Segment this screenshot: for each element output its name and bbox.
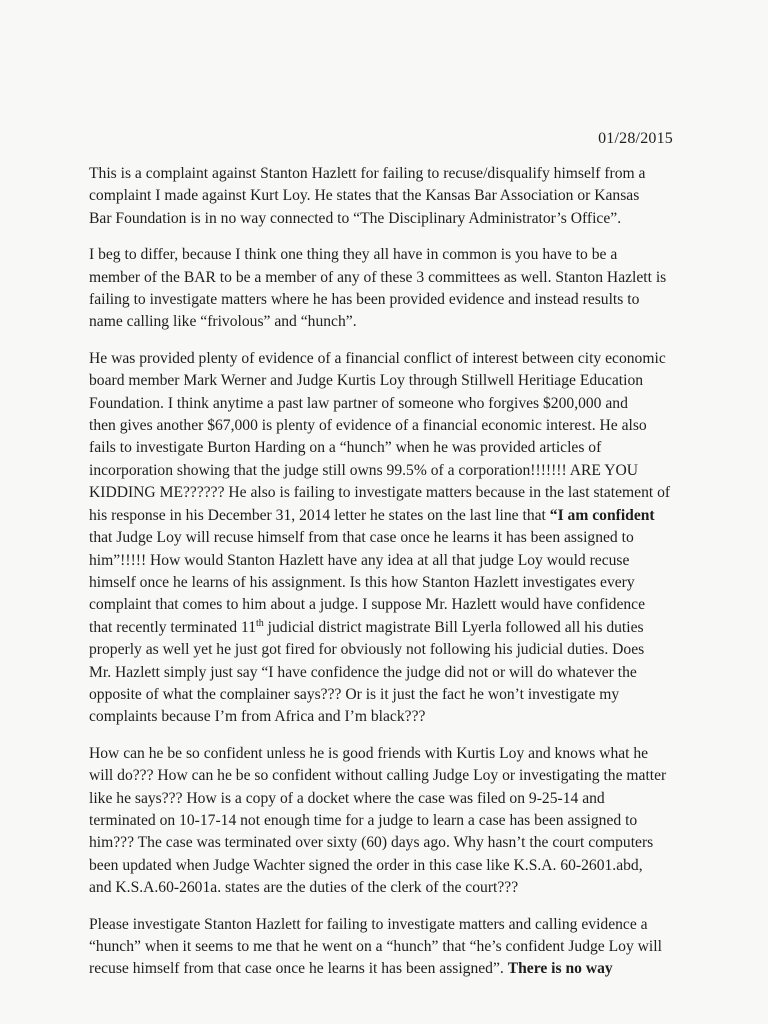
text-line — [89, 393, 685, 415]
text-segment: then gives another $67,000 is plenty of evidence of a financial economic interest. He also — [89, 417, 647, 435]
text-line — [89, 550, 685, 572]
letter-date: 01/28/2015 — [598, 130, 673, 147]
text-segment: Mr. Hazlett simply just say “I have confidence the judge did not or will do whatever the — [89, 663, 637, 681]
text-segment: complaints because I’m from Africa and I’m black??? — [89, 708, 426, 726]
letter-paragraph — [89, 244, 685, 334]
text-line — [89, 348, 685, 370]
text-segment: his response in his December 31, 2014 letter he states on the last line that — [89, 506, 550, 524]
letter-body — [89, 163, 685, 995]
text-line — [89, 743, 685, 765]
text-line — [89, 594, 685, 616]
text-segment: board member Mark Werner and Judge Kurtis Loy through Stillwell Heritiage Education — [89, 372, 644, 390]
text-line — [89, 639, 685, 661]
text-line — [89, 810, 685, 832]
text-line — [89, 684, 685, 706]
text-segment: him??? The case was terminated over sixty (60) days ago. Why hasn’t the court computers — [89, 834, 654, 852]
text-segment: recuse himself from that case once he learns it has been assigned”. — [89, 960, 508, 978]
text-line — [89, 482, 685, 504]
text-segment: How can he be so confident unless he is good friends with Kurtis Loy and knows what he — [89, 744, 649, 762]
text-line — [89, 460, 685, 482]
text-segment: Bar Foundation is in no way connected to “The Disciplinary Administrator’s Office”. — [89, 209, 622, 227]
text-line — [89, 163, 685, 185]
text-segment: KIDDING ME?????? He also is failing to investigate matters because in the last statement of — [89, 484, 671, 502]
text-segment: opposite of what the complainer says??? Or is it just the fact he won’t investigate my — [89, 685, 620, 703]
text-line — [89, 788, 685, 810]
text-segment: name calling like “frivolous” and “hunch”. — [89, 313, 357, 331]
text-line — [89, 958, 685, 980]
text-segment: Foundation. I think anytime a past law partner of someone who forgives $200,000 and — [89, 394, 628, 412]
text-segment: properly as well yet he just got fired for obviously not following his judicial duties. Does — [89, 641, 645, 659]
text-line — [89, 914, 685, 936]
text-line — [89, 765, 685, 787]
text-segment: complaint that comes to him about a judge. I suppose Mr. Hazlett would have confidence — [89, 596, 646, 614]
text-line — [89, 832, 685, 854]
text-segment: fails to investigate Burton Harding on a “hunch” when he was provided articles of — [89, 439, 602, 457]
text-segment: complaint I made against Kurt Loy. He states that the Kansas Bar Association or Kansas — [89, 187, 640, 205]
text-line — [89, 706, 685, 728]
letter-paragraph — [89, 743, 685, 900]
text-segment: and K.S.A.60-2601a. states are the duties of the clerk of the court??? — [89, 879, 519, 897]
text-line — [89, 855, 685, 877]
text-segment: Please investigate Stanton Hazlett for failing to investigate matters and calling evidence a — [89, 915, 648, 933]
text-line — [89, 415, 685, 437]
text-line — [89, 437, 685, 459]
text-segment: judicial district magistrate Bill Lyerla followed all his duties — [263, 618, 644, 636]
bold-text: “I am confident — [549, 506, 655, 524]
text-segment: I beg to differ, because I think one thing they all have in common is you have to be a — [89, 246, 618, 264]
letter-paragraph — [89, 914, 685, 981]
text-segment: that Judge Loy will recuse himself from that case once he learns it has been assigned to — [89, 529, 634, 547]
text-segment: been updated when Judge Wachter signed the order in this case like K.S.A. 60-2601.abd, — [89, 856, 643, 874]
text-segment: him”!!!!! How would Stanton Hazlett have any idea at all that judge Loy would recuse — [89, 551, 630, 569]
text-line — [89, 370, 685, 392]
text-line — [89, 289, 685, 311]
text-segment: failing to investigate matters where he has been provided evidence and instead results to — [89, 291, 640, 309]
text-segment: He was provided plenty of evidence of a financial conflict of interest between city economic — [89, 349, 666, 367]
text-segment: will do??? How can he be so confident without calling Judge Loy or investigating the matter — [89, 767, 667, 785]
text-segment: himself once he learns of his assignment. Is this how Stanton Hazlett investigates every — [89, 573, 635, 591]
text-line — [89, 572, 685, 594]
text-line — [89, 617, 685, 639]
text-line — [89, 208, 685, 230]
text-segment: terminated on 10-17-14 not enough time for a judge to learn a case has been assigned to — [89, 811, 638, 829]
text-line — [89, 877, 685, 899]
text-segment: incorporation showing that the judge still owns 99.5% of a corporation!!!!!!! ARE YOU — [89, 461, 638, 479]
letter-paragraph — [89, 163, 685, 230]
bold-text: There is no way — [507, 960, 613, 978]
text-line — [89, 527, 685, 549]
text-line — [89, 662, 685, 684]
text-line — [89, 185, 685, 207]
superscript-text: th — [256, 617, 264, 629]
text-line — [89, 936, 685, 958]
text-segment: This is a complaint against Stanton Hazlett for failing to recuse/disqualify himself from a — [89, 165, 646, 182]
text-line — [89, 311, 685, 333]
text-segment: member of the BAR to be a member of any of these 3 committees as well. Stanton Hazlett is — [89, 268, 667, 286]
text-line — [89, 505, 685, 527]
text-line — [89, 267, 685, 289]
text-segment: that recently terminated 11 — [89, 618, 256, 636]
text-segment: “hunch” when it seems to me that he went on a “hunch” that “he’s confident Judge Loy will — [89, 938, 662, 955]
letter-paragraph — [89, 348, 685, 729]
text-line — [89, 244, 685, 266]
text-segment: like he says??? How is a copy of a docket where the case was filed on 9-25-14 and — [89, 789, 605, 807]
